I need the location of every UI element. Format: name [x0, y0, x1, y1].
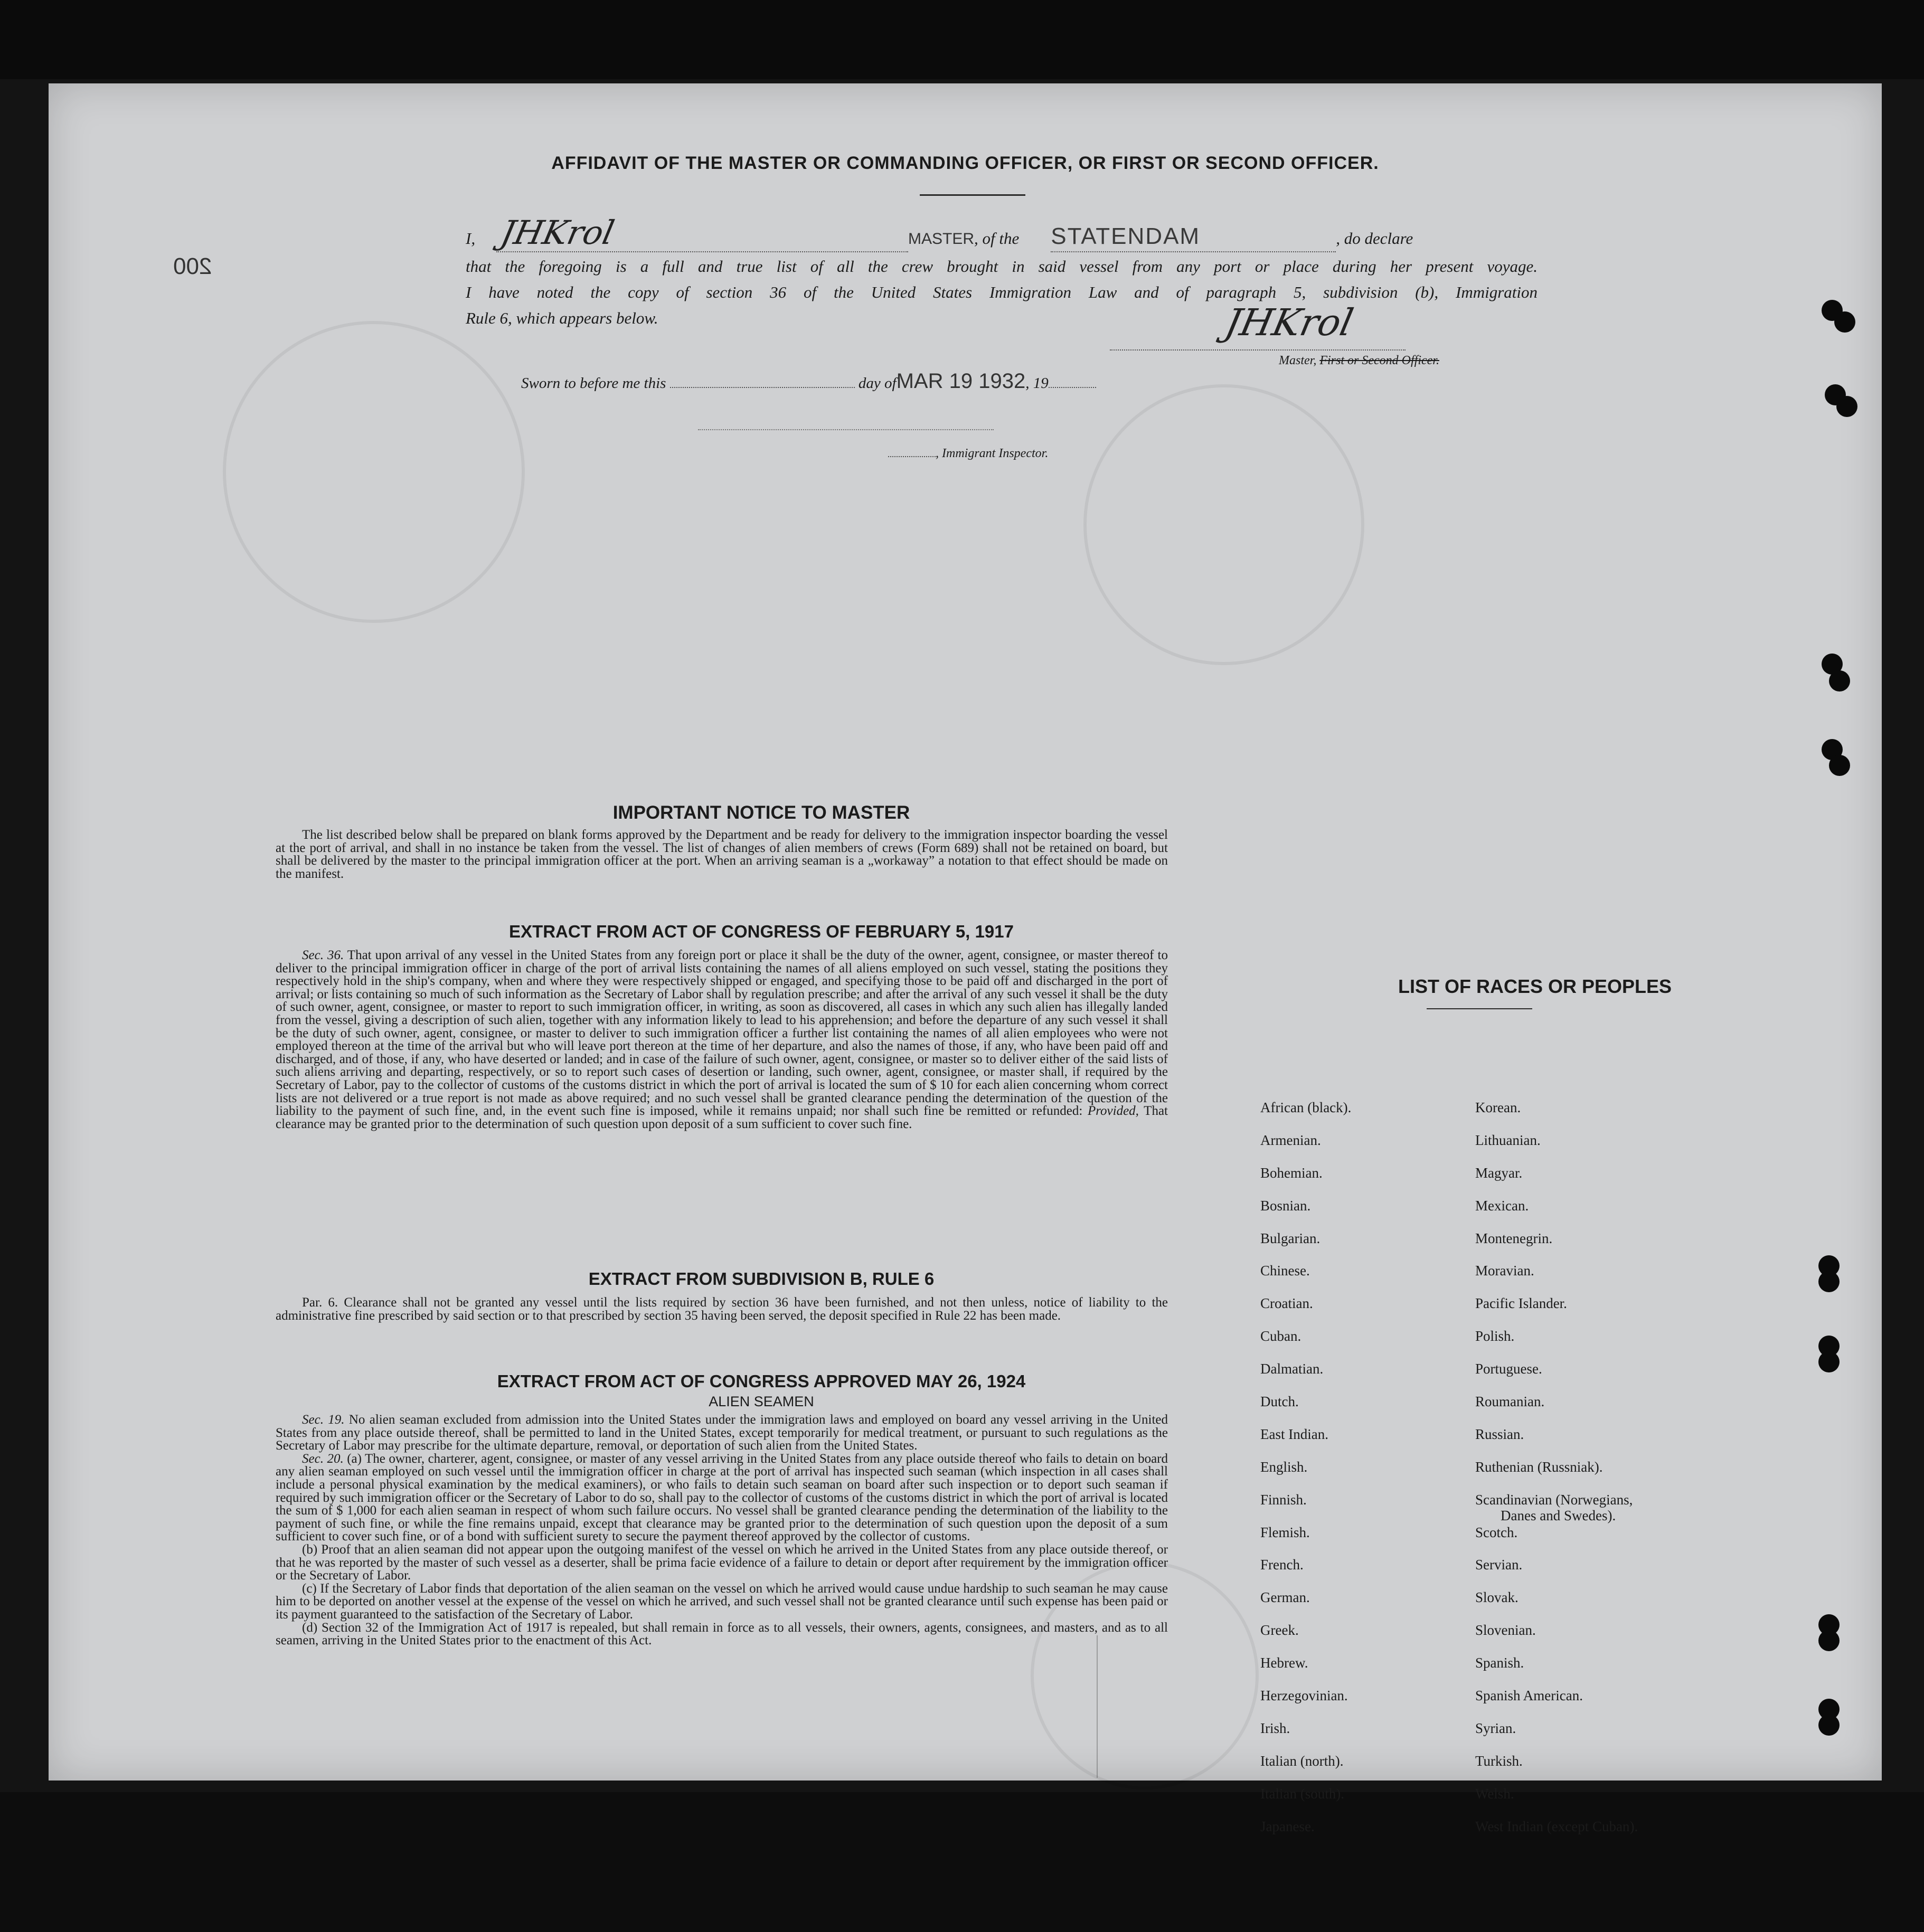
- race-item: Pacific Islander.: [1475, 1295, 1567, 1312]
- inspector-caption-text: , Immigrant Inspector.: [936, 447, 1049, 460]
- race-item: Finnish.: [1260, 1491, 1307, 1508]
- sec-20d-text: (d) Section 32 of the Immigration Act of 1917 is repealed, but shall remain in force as to all vessels, their owners, agents, consignees, and masters, and as to all seamen, arriving in the United States prior to the enactment of this Act.: [276, 1620, 1168, 1648]
- race-item: Scotch.: [1475, 1524, 1518, 1540]
- punch-hole: [1836, 396, 1857, 417]
- do-declare-text: , do declare: [1336, 229, 1413, 248]
- race-item: Welsh.: [1475, 1785, 1514, 1802]
- race-item: Hebrew.: [1260, 1655, 1308, 1671]
- scan-border-top: [0, 0, 1924, 79]
- punch-hole: [1829, 755, 1850, 776]
- act-1917-text: [276, 949, 1168, 1131]
- race-item: Dutch.: [1260, 1394, 1299, 1410]
- races-column-2: [1475, 1100, 1729, 1851]
- punch-hole: [1834, 311, 1855, 333]
- bleed-seal-right: [1083, 384, 1364, 665]
- punch-hole: [1818, 1271, 1840, 1292]
- of-the-text: , of the: [974, 229, 1020, 248]
- signature-2-text: JHKrol: [1221, 301, 1357, 344]
- races-rule: [1427, 1008, 1532, 1009]
- master-caption-text: Master,: [1279, 354, 1317, 367]
- master-signature: JHKrol: [497, 213, 618, 252]
- sec-36-label: Sec. 36.: [302, 948, 344, 962]
- sec-20c-text: (c) If the Secretary of Labor finds that deportation of the alien seaman on the vessel on which he arrived would cause undue hardship to such seaman he may cause him to be deported on another vessel at the expense of the vessel on which he arrived, and such vessel shall not be granted clearance until such expense has been paid or its payment guaranteed to the satisfaction of the Secretary of Labor.: [276, 1581, 1168, 1622]
- race-item: Magyar.: [1475, 1164, 1523, 1181]
- races-title: LIST OF RACES OR PEOPLES: [1398, 976, 1672, 997]
- races-column-1: [1260, 1100, 1482, 1851]
- provided-label: Provided,: [1087, 1104, 1139, 1119]
- rule-6-text: [276, 1296, 1168, 1322]
- day-of-text: day of: [858, 375, 897, 392]
- inspector-line-top: [698, 429, 994, 430]
- race-item: Polish.: [1475, 1328, 1515, 1344]
- sec-20a-text: (a) The owner, charterer, agent, consignee, or master of any vessel arriving in the United States from any place outside thereof who fails to detain on board any alien seaman employed on such vessel until the immigration officer in charge at the port of arrival has inspected such seaman (which inspection in all cases shall include a personal physical examination by the medical examiners), or who fails to detain such seaman on board after such inspection or to deport such seaman if required by such immigration officer or the Secretary of Labor to do so, shall pay to the collector of customs of the customs district in which the port of arrival is located the sum of $ 1,000 for each alien seaman in respect of whom such failure occurs. No vessel shall be granted clearance pending the determination of the liability to the payment of such fine, or while the fine remains unpaid, except that clearance may be granted prior to the determination of such question upon the deposit of a sum sufficient to cover such fine, or of a bond with sufficient surety to secure the payment thereof approved by the collector of customs.: [276, 1451, 1168, 1544]
- race-item: East Indian.: [1260, 1426, 1328, 1442]
- master-caption: [1279, 354, 1439, 368]
- document-page: [49, 83, 1882, 1834]
- race-item: West Indian (except Cuban).: [1475, 1818, 1638, 1834]
- act-1917-title: EXTRACT FROM ACT OF CONGRESS OF FEBRUARY 5, 1917: [509, 922, 1014, 941]
- race-item: Bosnian.: [1260, 1197, 1311, 1214]
- affidavit-line-1: [466, 213, 1538, 252]
- sworn-text: Sworn to before me this: [521, 375, 666, 392]
- bleed-seal-left: [223, 321, 525, 623]
- sec-20-label: Sec. 20.: [302, 1451, 344, 1466]
- race-item: Moravian.: [1475, 1263, 1534, 1279]
- affidavit-line-2: that the foregoing is a full and true list of all the crew brought in said vessel from any port or place during her present voyage.: [466, 257, 1538, 276]
- race-item: Croatian.: [1260, 1295, 1313, 1312]
- race-item: Italian (south).: [1260, 1785, 1344, 1802]
- race-item: Irish.: [1260, 1720, 1290, 1736]
- rule-6-paragraph: Par. 6. Clearance shall not be granted any vessel until the lists required by section 36 have been furnished, and not then unless, notice of liability to the administrative fine prescribed by said section or to that prescribed by section 35 having been served, the deposit specified in Rule 22 has been made.: [276, 1295, 1168, 1323]
- affidavit-title: AFFIDAVIT OF THE MASTER OR COMMANDING OFFICER, OR FIRST OR SECOND OFFICER.: [551, 153, 1379, 173]
- notice-paragraph: The list described below shall be prepared on blank forms approved by the Department and be ready for delivery to the immigration inspector boarding the vessel at the port of arrival, and shall in no instance be taken from the vessel. The list of changes of alien members of crews (Form 689) shall not be retained on board, but shall be delivered by the master to the principal immigration officer at the port. When an arriving seaman is a „workaway” a notation to that effect should be made on the manifest.: [276, 828, 1168, 881]
- margin-page-number: 200: [173, 253, 212, 279]
- struck-caption: First or Second Officer.: [1319, 354, 1439, 367]
- affidavit-line-4: Rule 6, which appears below.: [466, 309, 658, 327]
- race-item: Greek.: [1260, 1622, 1299, 1639]
- title-rule: [920, 194, 1025, 196]
- sworn-line: [521, 370, 1096, 393]
- race-item: English.: [1260, 1459, 1308, 1475]
- race-item: Spanish American.: [1475, 1688, 1583, 1704]
- vessel-stamp: STATENDAM: [1051, 223, 1201, 249]
- race-item: Flemish.: [1260, 1524, 1310, 1540]
- race-item: Korean.: [1475, 1100, 1521, 1115]
- sec-36-text-end: That clearance may be granted prior to the determination of such question upon deposit of a sum sufficient to cover such fine.: [276, 1104, 1168, 1131]
- race-item: Slovak.: [1475, 1589, 1519, 1606]
- punch-hole: [1818, 1630, 1840, 1651]
- affidavit-i: I,: [466, 229, 476, 248]
- year-prefix: , 19: [1025, 375, 1049, 392]
- act-1924-subtitle: ALIEN SEAMEN: [709, 1394, 814, 1409]
- sec-19-label: Sec. 19.: [302, 1413, 345, 1427]
- sec-20b-text: (b) Proof that an alien seaman did not appear upon the outgoing manifest of the vessel on which he arrived in the United States from any place outside thereof, or that he was reported by the master of such vessel as a deserter, shall be prima facie evidence of a failure to detain or deport after requirement by the immigration officer or the Secretary of Labor.: [276, 1542, 1168, 1583]
- punch-hole: [1818, 1715, 1840, 1736]
- punch-hole: [1829, 670, 1850, 692]
- race-item: Roumanian.: [1475, 1394, 1545, 1410]
- race-item: Italian (north).: [1260, 1753, 1344, 1769]
- notice-title: IMPORTANT NOTICE TO MASTER: [612, 802, 910, 823]
- race-item: Servian.: [1475, 1557, 1523, 1573]
- punch-hole: [1818, 1351, 1840, 1372]
- race-item: Ruthenian (Russniak).: [1475, 1459, 1603, 1475]
- fold-crease: [1097, 1635, 1098, 1778]
- race-item: French.: [1260, 1557, 1304, 1573]
- race-item: Chinese.: [1260, 1263, 1310, 1279]
- race-item: Turkish.: [1475, 1753, 1523, 1769]
- race-item: Russian.: [1475, 1426, 1524, 1442]
- race-item: Spanish.: [1475, 1655, 1524, 1671]
- sec-19-text: No alien seaman excluded from admission into the United States under the immigration laws and employed on board any vessel arriving in the United States from any place outside thereof, shall be permitted to land in the United States, except temporarily for medical treatment, or pursuant to such regulations as the Secretary of Labor may prescribe for the ultimate departure, removal, or deportation of such alien from the United States.: [276, 1413, 1168, 1453]
- race-item: Syrian.: [1475, 1720, 1516, 1736]
- race-item: Lithuanian.: [1475, 1132, 1541, 1148]
- race-item: Portuguese.: [1475, 1361, 1542, 1377]
- race-item: Japanese.: [1260, 1818, 1315, 1834]
- race-item: [1475, 1492, 1729, 1524]
- act-1924-title: EXTRACT FROM ACT OF CONGRESS APPROVED MAY 26, 1924: [497, 1371, 1026, 1391]
- race-item: Dalmatian.: [1260, 1361, 1324, 1377]
- master-signature-2: [1221, 301, 1357, 344]
- notice-text: [276, 829, 1168, 880]
- date-stamp: MAR 19 1932: [896, 370, 1026, 393]
- affidavit-line-3: I have noted the copy of section 36 of the United States Immigration Law and of paragraph 5, subdivision (b), Immigration: [466, 283, 1538, 301]
- signature-line: [1110, 349, 1406, 351]
- race-item: Montenegrin.: [1475, 1230, 1553, 1246]
- act-1924-text: [276, 1414, 1168, 1647]
- race-item: Bulgarian.: [1260, 1230, 1321, 1246]
- inspector-caption: [888, 447, 1048, 461]
- race-item: Mexican.: [1475, 1197, 1529, 1214]
- race-item: Bohemian.: [1260, 1164, 1323, 1181]
- race-item: Armenian.: [1260, 1132, 1321, 1148]
- race-item-text: Scandinavian (Norwegians,: [1475, 1491, 1633, 1508]
- sec-36-text: That upon arrival of any vessel in the United States from any foreign port or place it shall be the duty of the owner, agent, consignee, or master thereof to deliver to the principal immigration officer in charge of the port of arrival lists containing the names of all aliens employed on such vessel, stating the positions they respectively hold in the ship's company, when and where they were respectively shipped or engaged, and specifying those to be paid off and discharged in the port of arrival; or lists containing so much of such information as the Secretary of Labor shall by regulation prescribe; and after the arrival of any such vessel it shall be the duty of such owner, agent, consignee, or master to report to such immigration officer, in writing, as soon as discovered, all cases in which any such alien has illegally landed from the vessel, giving a description of such alien, together with any information likely to lead to his apprehension; and before the departure of any such vessel it shall be the duty of such owner, agent, consignee, or master to deliver to such immigration officer a further list containing the names of all alien employees who were not employed thereon at the time of the arrival but who will leave port thereon at the time of her departure, and also the names of those, if any, who have been paid off and discharged, and of those, if any, who have deserted or landed; and in case of the failure of such owner, agent, consignee, or master so to deliver either of the said lists of such aliens arriving and departing, respectively, or so to report such cases of desertion or landing, such owner, agent, consignee, or master shall, if required by the Secretary of Labor, pay to the collector of customs of the customs district in which the port of arrival is located the sum of $ 10 for each alien concerning whom correct lists are not delivered or a true report is not made as above required; and no such vessel shall be granted clearance pending the determination of the question of the liability to the payment of such fine, and, in the event such fine is imposed, while it remains unpaid; nor shall such fine be remitted or refunded:: [276, 948, 1168, 1119]
- race-item: Slovenian.: [1475, 1622, 1536, 1639]
- rule-6-title: EXTRACT FROM SUBDIVISION B, RULE 6: [588, 1269, 935, 1289]
- race-item: German.: [1260, 1589, 1310, 1606]
- race-item: Herzegovinian.: [1260, 1688, 1348, 1704]
- race-item: Cuban.: [1260, 1328, 1301, 1344]
- race-item: African (black).: [1260, 1100, 1352, 1115]
- rank-stamp: MASTER: [908, 230, 975, 248]
- race-item-continuation: Danes and Swedes).: [1501, 1507, 1616, 1523]
